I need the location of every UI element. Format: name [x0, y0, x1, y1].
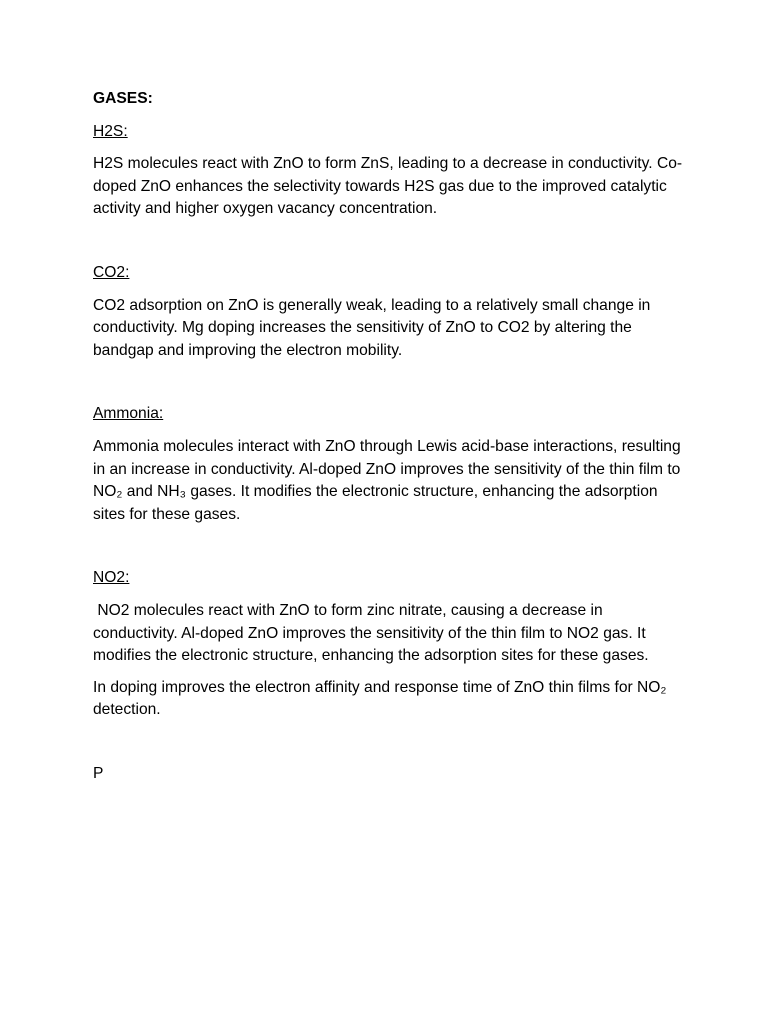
section-heading: NO2: — [93, 569, 130, 587]
section-paragraph: In doping improves the electron affinity and response time of ZnO thin films for NO₂ detection. — [93, 678, 667, 719]
section-no2 — [93, 567, 683, 722]
trailing-text: P — [93, 764, 104, 782]
section-heading: CO2: — [93, 263, 130, 281]
section-paragraph: NO2 molecules react with ZnO to form zinc nitrate, causing a decrease in conductivity. Al-doped ZnO improves the sensitivity of the thin film to NO2 gas. It modifies the electronic structure, enhancing the adsorption sites for these gases. — [93, 601, 651, 665]
section-paragraph: H2S molecules react with ZnO to form ZnS, leading to a decrease in conductivity. Co-doped ZnO enhances the selectivity towards H2S gas due to the improved catalytic activity and higher oxygen vacancy concentration. — [93, 155, 683, 218]
section-heading: Ammonia: — [93, 405, 164, 423]
section-heading: H2S: — [93, 122, 128, 140]
document-page — [93, 88, 683, 785]
section-ammonia — [93, 403, 683, 526]
section-paragraph: Ammonia molecules interact with ZnO through Lewis acid-base interactions, resulting in an increase in conductivity. Al-doped ZnO improves the sensitivity of the thin film to NO₂ and NH₃ gases. It modifies the electronic structure, enhancing the adsorption sites for these gases. — [93, 437, 681, 523]
section-co2 — [93, 262, 683, 362]
section-paragraph: CO2 adsorption on ZnO is generally weak, leading to a relatively small change in conductivity. Mg doping increases the sensitivity of ZnO to CO2 by altering the bandgap and improving the electron mobility. — [93, 296, 651, 359]
document-title: GASES: — [93, 90, 153, 107]
section-h2s — [93, 121, 683, 221]
